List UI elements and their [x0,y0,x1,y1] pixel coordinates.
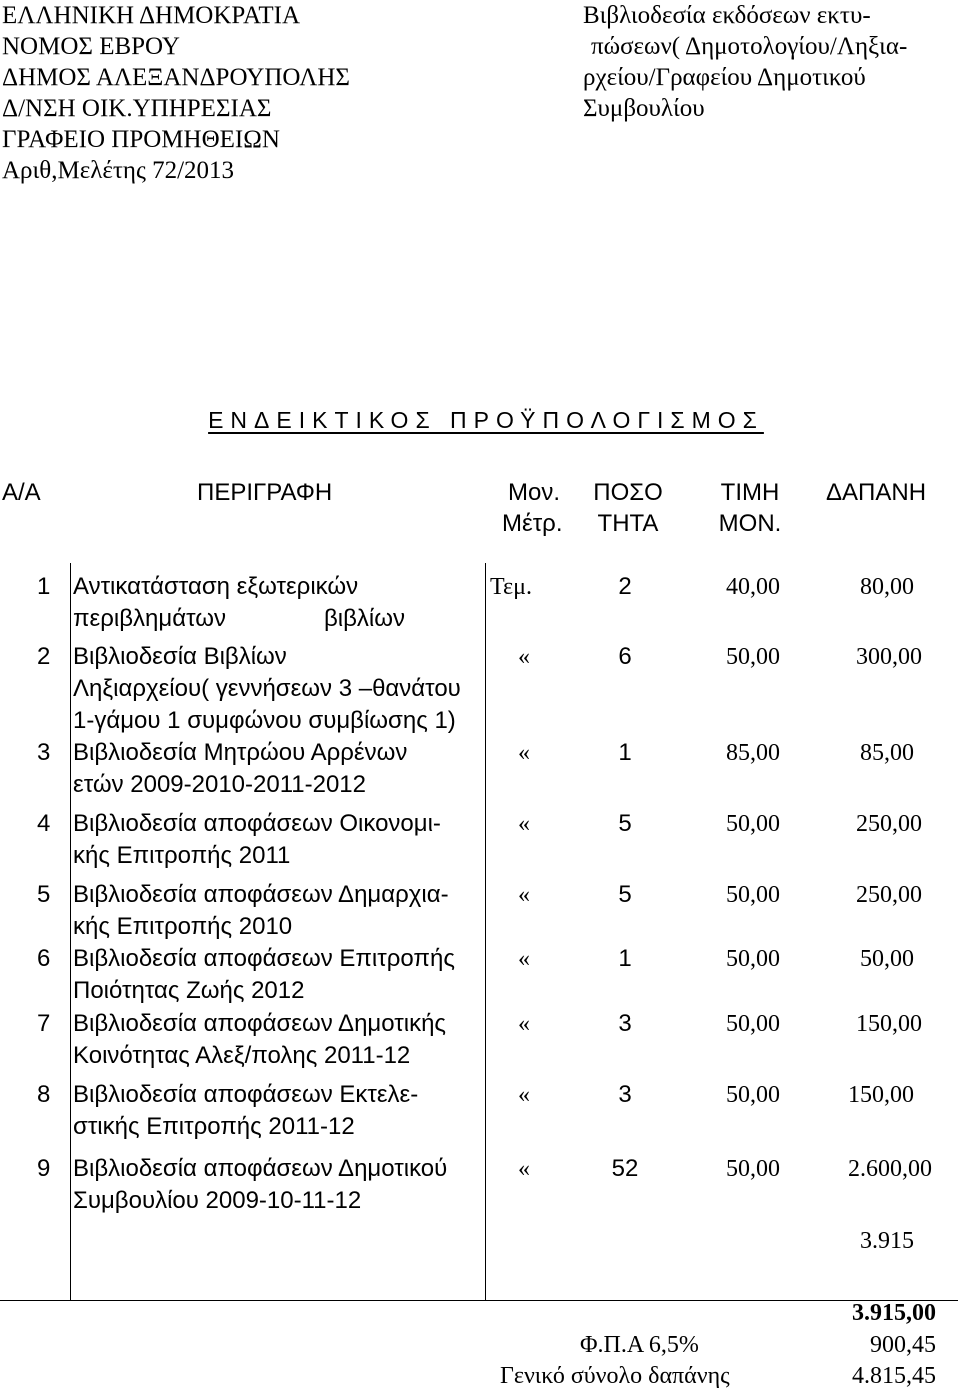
row-description-part: περιβλημάτων [73,605,226,632]
row-unit-price: 50,00 [726,946,780,972]
row-number: 5 [37,881,51,908]
row-quantity: 3 [618,1010,632,1037]
row-cost: 150,00 [848,1082,914,1108]
column-header-description: ΠΕΡΙΓΡΑΦΗ [197,479,333,506]
row-unit: « [518,1011,530,1037]
row-description: Βιβλιοδεσία Βιβλίων Ληξιαρχείου( γεννήσεων 3 –θανάτου 1-γάμου 1 συμφώνου συμβίωσης 1) [73,643,461,734]
row-description: Βιβλιοδεσία αποφάσεων Εκτελε- στικής Επιτροπής 2011-12 [73,1081,419,1140]
table-divider [70,563,71,1301]
column-header-aa: Α/Α [2,479,41,506]
row-number: 9 [37,1155,51,1182]
grand-total-value: 4.815,45 [852,1363,936,1389]
row-quantity: 3 [618,1081,632,1108]
row-number: 6 [37,945,51,972]
table-total: 3.915 [860,1228,914,1254]
row-quantity: 5 [618,881,632,908]
issuer-line: ΝΟΜΟΣ ΕΒΡΟΥ [2,33,180,60]
row-cost: 50,00 [860,946,914,972]
row-unit: « [518,1156,530,1182]
row-unit: « [518,811,530,837]
issuer-line: Δ/ΝΣΗ ΟΙΚ.ΥΠΗΡΕΣΙΑΣ [2,95,272,122]
subject-line: ρχείου/Γραφείου Δημοτικού [583,64,866,91]
vat-label: Φ.Π.Α 6,5% [580,1332,699,1358]
subject-line: Βιβλιοδεσία εκδόσεων εκτυ- [583,2,871,29]
row-cost: 85,00 [860,740,914,766]
row-unit-price: 85,00 [726,740,780,766]
row-unit-price: 50,00 [726,1011,780,1037]
row-number: 2 [37,643,51,670]
row-description: Βιβλιοδεσία αποφάσεων Δημοτικής Κοινότητας Αλεξ/πολης 2011-12 [73,1010,446,1069]
row-quantity: 5 [618,810,632,837]
row-quantity: 2 [618,573,632,600]
row-quantity: 1 [618,739,632,766]
issuer-line: ΔΗΜΟΣ ΑΛΕΞΑΝΔΡΟΥΠΟΛΗΣ [2,64,350,91]
row-description: Βιβλιοδεσία αποφάσεων Δημοτικού Συμβουλίου 2009-10-11-12 [73,1155,448,1214]
row-cost: 150,00 [856,1011,922,1037]
study-number: Αριθ,Μελέτης 72/2013 [2,157,235,184]
row-unit: Τεμ. [490,574,532,600]
row-unit-price: 50,00 [726,811,780,837]
issuer-line: ΕΛΛΗΝΙΚΗ ΔΗΜΟΚΡΑΤΙΑ [2,2,300,29]
column-header-unit: Μον. Μέτρ. [502,479,563,537]
row-description: Αντικατάσταση εξωτερικών περιβλημάτων βιβλίων [73,571,485,635]
vat-value: 900,45 [870,1332,936,1358]
row-quantity: 6 [618,643,632,670]
issuer-block [2,0,350,186]
row-quantity: 52 [611,1155,639,1182]
subject-line: πώσεων( Δημοτολογίου/Ληξια- [591,33,908,60]
row-unit-price: 50,00 [726,1156,780,1182]
column-header-cost: ΔΑΠΑΝΗ [826,479,927,506]
row-unit: « [518,1082,530,1108]
subject-block [583,0,908,124]
row-cost: 2.600,00 [848,1156,932,1182]
table-divider [485,563,486,1301]
subject-line: Συμβουλίου [583,95,705,122]
document-title: ΕΝΔΕΙΚΤΙΚΟΣ ΠΡΟΫΠΟΛΟΓΙΣΜΟΣ [208,407,764,433]
row-quantity: 1 [618,945,632,972]
row-description: Βιβλιοδεσία αποφάσεων Δημαρχια- κής Επιτροπής 2010 [73,881,449,940]
grand-total-label: Γενικό σύνολο δαπάνης [500,1363,730,1389]
row-description: Βιβλιοδεσία Μητρώου Αρρένων ετών 2009-2010-2011-2012 [73,739,408,798]
row-unit-price: 50,00 [726,644,780,670]
row-unit-price: 50,00 [726,1082,780,1108]
row-cost: 300,00 [856,644,922,670]
issuer-line: ΓΡΑΦΕΙΟ ΠΡΟΜΗΘΕΙΩΝ [2,126,280,153]
subtotal-value: 3.915,00 [852,1300,936,1326]
row-number: 7 [37,1010,51,1037]
row-number: 1 [37,573,51,600]
row-number: 3 [37,739,51,766]
column-header-unit-price: ΤΙΜΗ ΜΟΝ. [718,479,782,537]
row-cost: 250,00 [856,811,922,837]
row-unit: « [518,882,530,908]
column-header-quantity: ΠΟΣΟ ΤΗΤΑ [593,479,663,537]
row-unit-price: 40,00 [726,574,780,600]
row-unit: « [518,740,530,766]
row-cost: 80,00 [860,574,914,600]
row-unit: « [518,644,530,670]
row-number: 4 [37,810,51,837]
row-description: Βιβλιοδεσία αποφάσεων Οικονομι- κής Επιτροπής 2011 [73,810,441,869]
row-unit: « [518,946,530,972]
row-unit-price: 50,00 [726,882,780,908]
row-description: Βιβλιοδεσία αποφάσεων Επιτροπής Ποιότητας Ζωής 2012 [73,945,455,1004]
row-number: 8 [37,1081,51,1108]
row-description-part: βιβλίων [323,605,405,632]
row-cost: 250,00 [856,882,922,908]
